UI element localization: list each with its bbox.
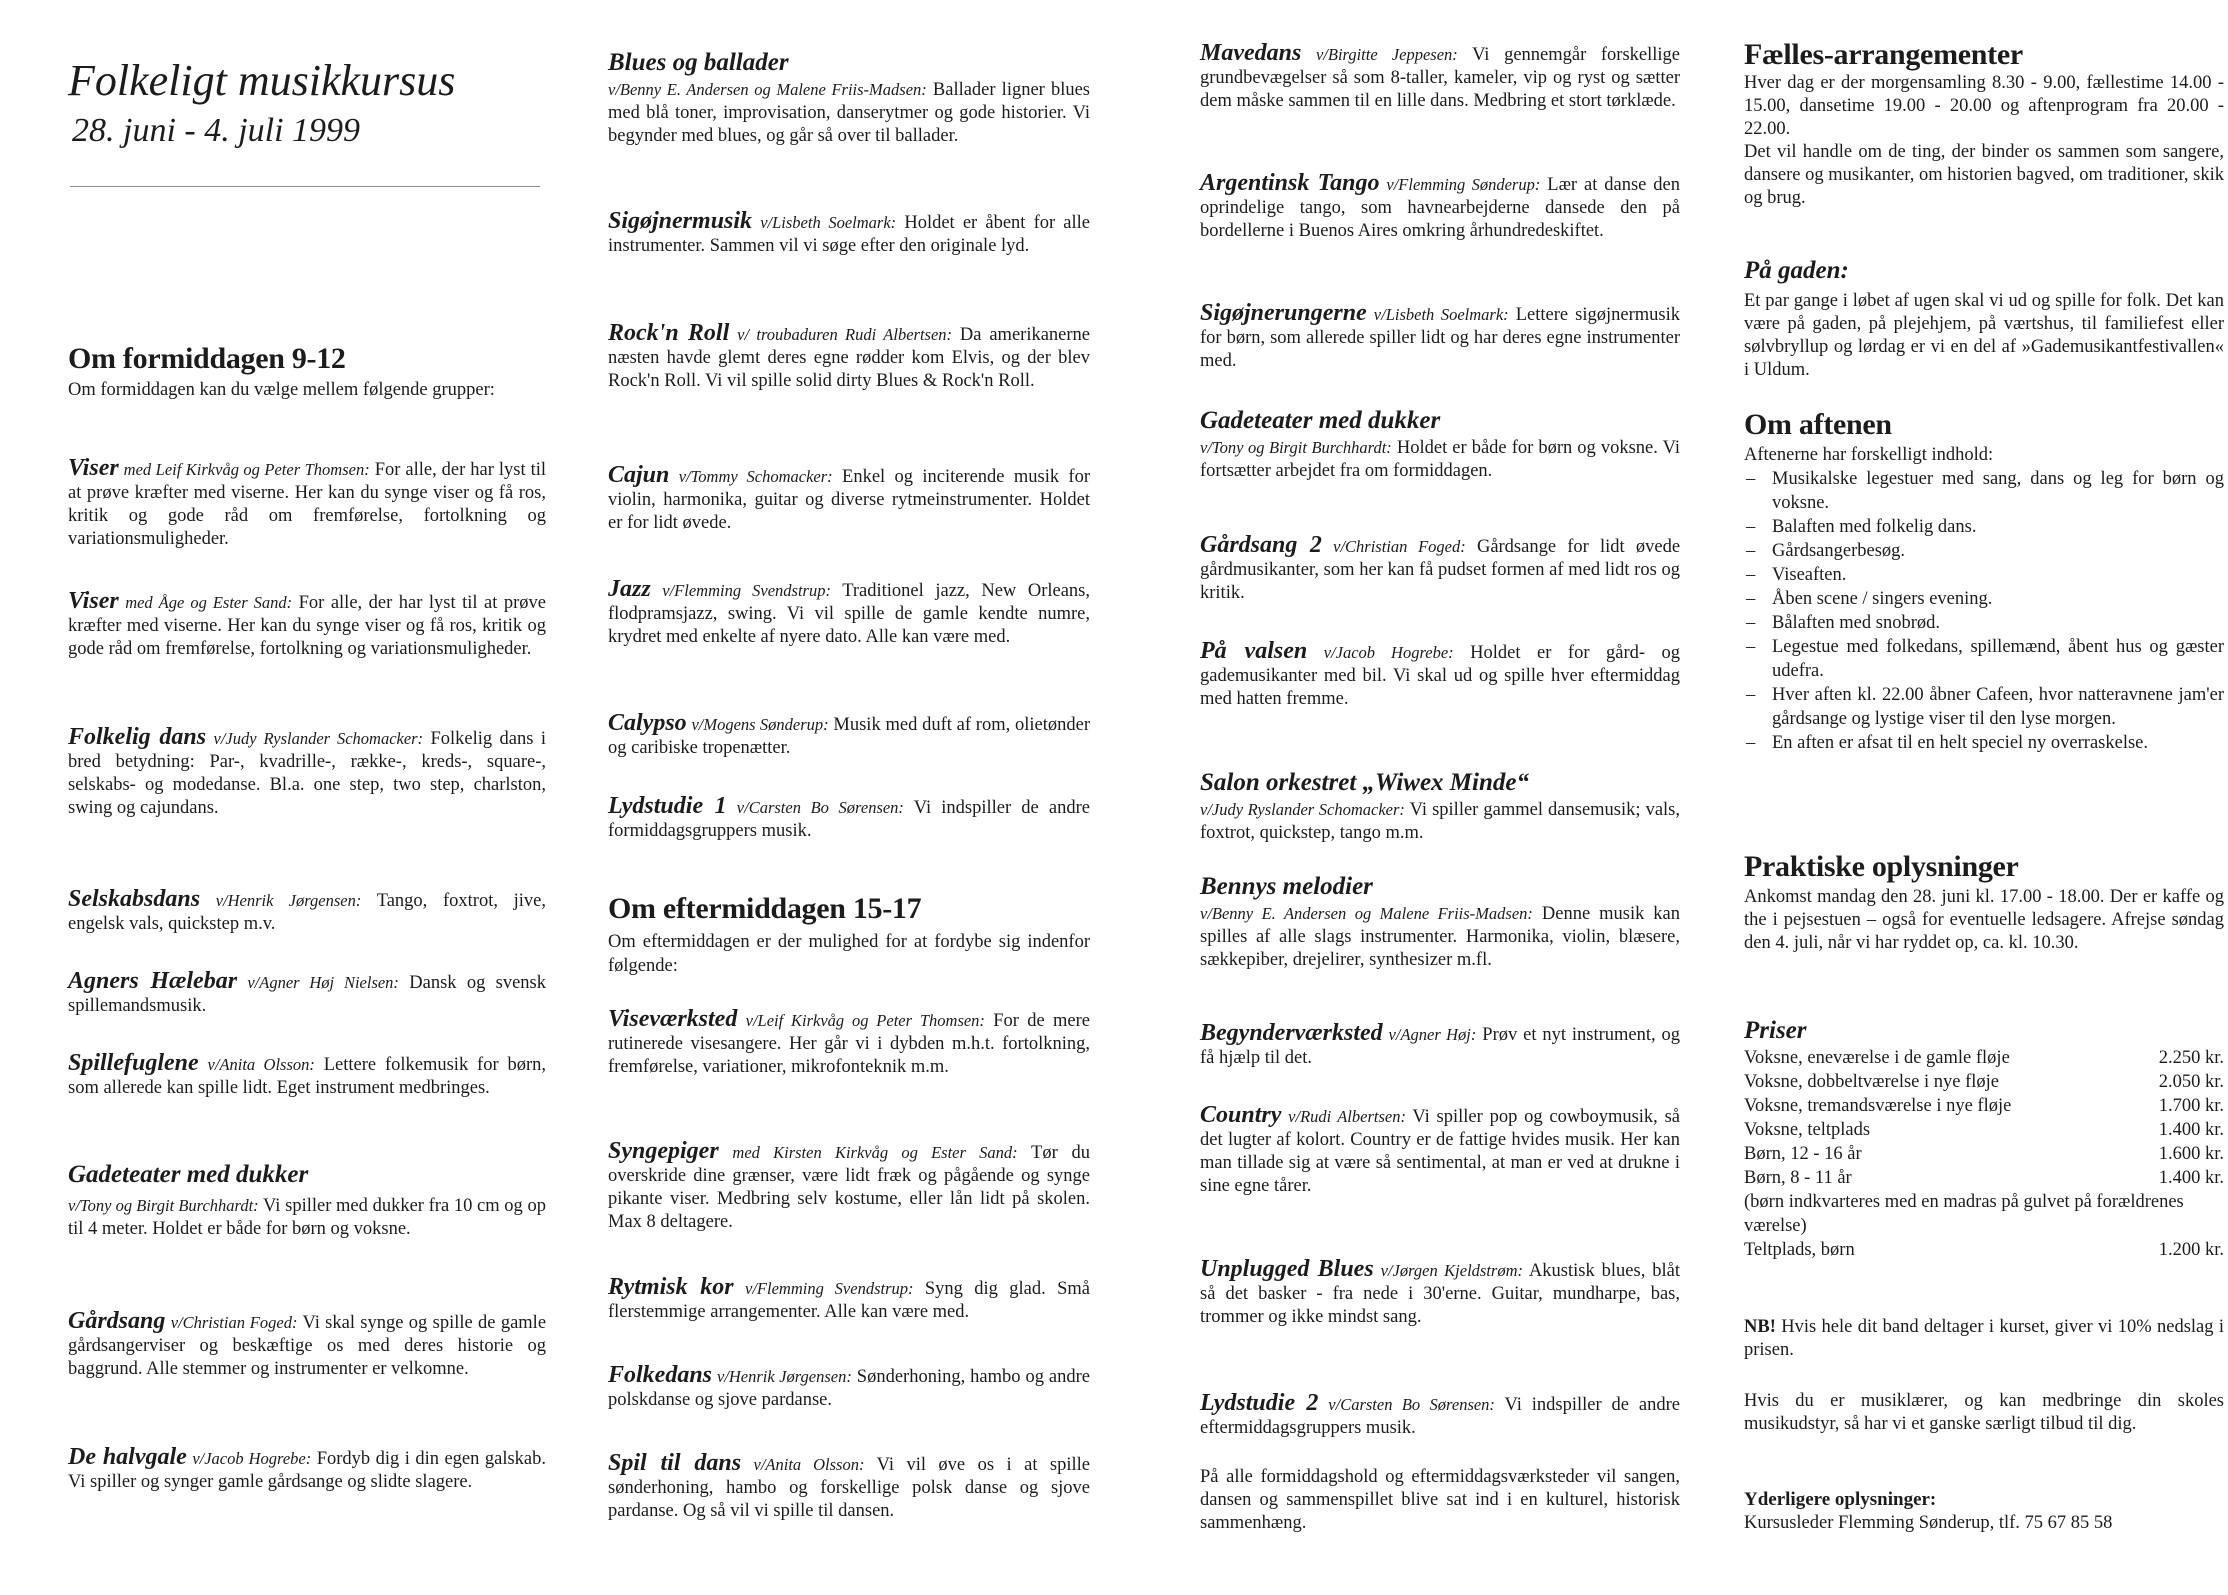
practical-heading: Praktiske oplysninger bbox=[1744, 850, 2019, 883]
group-leader: v/Agner Høj Nielsen: bbox=[247, 973, 399, 992]
group-leader: v/Rudi Albertsen: bbox=[1288, 1107, 1406, 1126]
group-text: Vi indspiller de andre formiddagsgruppers musik. bbox=[608, 798, 1090, 841]
evening-intro: Aftenerne har forskelligt indhold: bbox=[1744, 445, 1994, 465]
group-text: Vi skal synge og spille de gamle gårdsangerviser og beskæftige os med deres historie og baggrund. Alle stemmer og instrumenter er velkomne. bbox=[68, 1313, 547, 1379]
group-name: Viseværksted bbox=[608, 1006, 738, 1032]
price-table bbox=[1744, 1046, 2224, 1262]
group-text: Enkel og inciterende musik for violin, harmonika, guitar og diverse rytmeinstrumenter. Holdet er for lidt øvede. bbox=[608, 467, 1090, 533]
group-agners-haelebar bbox=[68, 970, 546, 1018]
group-paa-valsen bbox=[1200, 640, 1680, 711]
group-text: Lettere folkemusik for børn, som allerede kan spille lidt. Eget instrument medbringes. bbox=[68, 1055, 547, 1098]
group-leader: v/Carsten Bo Sørensen: bbox=[736, 798, 904, 817]
group-rock-n-roll bbox=[608, 322, 1090, 393]
group-text: Syng dig glad. Små flerstemmige arrangementer. Alle kan være med. bbox=[608, 1279, 1090, 1322]
group-leader: v/Christian Foged: bbox=[170, 1313, 298, 1332]
group-text: Holdet er både for børn og voksne. Vi fortsætter arbejdet fra om formiddagen. bbox=[1200, 438, 1681, 481]
closing-paragraph: På alle formiddagshold og eftermiddagsværksteder vil sangen, dansen og sammenspillet blive sat ind i en kulturel, historisk sammenhæng. bbox=[1200, 1467, 1680, 1533]
group-name: Folkedans bbox=[608, 1362, 713, 1388]
group-begyndervaerksted bbox=[1200, 1022, 1680, 1070]
table-row: Voksne, dobbeltværelse i nye fløje 2.050 kr. bbox=[1744, 1072, 2224, 1092]
title-divider bbox=[70, 186, 540, 187]
group-leader: med Kirsten Kirkvåg og Ester Sand: bbox=[732, 1143, 1018, 1162]
morning-intro: Om formiddagen kan du vælge mellem følgende grupper: bbox=[68, 380, 495, 400]
list-item: – Musikalske legestuer med sang, dans og leg for børn og voksne. bbox=[1744, 467, 2224, 515]
group-argentinsk-tango bbox=[1200, 172, 1680, 243]
group-leader: v/Christian Foged: bbox=[1333, 537, 1466, 556]
group-leader: v/Judy Ryslander Schomacker: bbox=[1200, 800, 1405, 819]
group-blues-og-ballader bbox=[608, 48, 1090, 148]
group-text: Da amerikanerne næsten havde glemt deres egne rødder kom Elvis, og der blev Rock'n Roll. Vi vil spille solid dirty Blues & Rock'n Roll. bbox=[608, 325, 1091, 391]
group-name: Gadeteater med dukker bbox=[68, 1161, 309, 1188]
group-leader: v/Lisbeth Soelmark: bbox=[760, 213, 897, 232]
group-selskabsdans bbox=[68, 888, 546, 936]
group-text: Tango, foxtrot, jive, engelsk vals, quickstep m.v. bbox=[68, 891, 547, 934]
group-text: Prøv et nyt instrument, og få hjælp til det. bbox=[1200, 1025, 1681, 1068]
group-name: På valsen bbox=[1200, 638, 1308, 664]
group-name: De halvgale bbox=[68, 1444, 187, 1470]
group-leader: v/Judy Ryslander Schomacker: bbox=[213, 729, 424, 748]
group-leader: v/Tony og Birgit Burchhardt: bbox=[68, 1196, 259, 1215]
group-name: Blues og ballader bbox=[608, 49, 789, 76]
group-leader: v/Jørgen Kjeldstrøm: bbox=[1380, 1261, 1523, 1280]
group-text: Vi vil øve os i at spille sønderhoning, hambo og forskellige polsk danse og sjove pardanse. Og så vil vi spille til dansen. bbox=[608, 1455, 1090, 1521]
group-name: Viser bbox=[68, 455, 119, 481]
group-de-halvgale bbox=[68, 1446, 546, 1494]
group-leader: v/Lisbeth Soelmark: bbox=[1373, 305, 1509, 324]
group-name: Sigøjnermusik bbox=[608, 208, 753, 234]
group-name: Argentinsk Tango bbox=[1200, 170, 1380, 196]
group-text: Musik med duft af rom, olietønder og caribiske tropenætter. bbox=[608, 715, 1091, 758]
group-calypso bbox=[608, 712, 1090, 760]
afternoon-heading: Om eftermiddagen 15-17 bbox=[608, 892, 922, 925]
prices-section bbox=[1744, 1016, 2224, 1262]
group-gadeteater-1 bbox=[68, 1160, 546, 1241]
group-sigoejnerungerne bbox=[1200, 302, 1680, 373]
group-spil-til-dans bbox=[608, 1452, 1090, 1523]
group-cajun bbox=[608, 464, 1090, 535]
group-leader: v/Jacob Hogrebe: bbox=[192, 1449, 312, 1468]
group-jazz bbox=[608, 578, 1090, 649]
group-leader: v/Benny E. Andersen og Malene Friis-Madsen: bbox=[608, 80, 927, 99]
group-text: Ballader ligner blues med blå toner, improvisation, danserytmer og gode historier. Vi begynder med blues, og går så over til ballader. bbox=[608, 80, 1090, 146]
group-rytmisk-kor bbox=[608, 1276, 1090, 1324]
group-name: Gårdsang bbox=[68, 1308, 166, 1334]
group-name: Jazz bbox=[608, 576, 651, 602]
group-leader: v/Carsten Bo Sørensen: bbox=[1328, 1395, 1495, 1414]
course-dates: 28. juni - 4. juli 1999 bbox=[72, 112, 361, 149]
afternoon-intro: Om eftermiddagen er der mulighed for at fordybe sig indenfor følgende: bbox=[608, 932, 1090, 976]
group-leader: med Åge og Ester Sand: bbox=[125, 593, 293, 612]
group-lydstudie-2 bbox=[1200, 1392, 1680, 1440]
list-item: – Legestue med folkedans, spillemænd, åbent hus og gæster udefra. bbox=[1744, 635, 2224, 683]
group-leader: v/Flemming Sønderup: bbox=[1386, 175, 1541, 194]
list-item: – Balaften med folkelig dans. bbox=[1744, 515, 2224, 539]
group-name: Lydstudie 1 bbox=[608, 793, 727, 819]
group-text: Denne musik kan spilles af alle slags instrumenter. Harmonika, violin, blæsere, sækkepiber, drejelirer, synthesizer m.fl. bbox=[1200, 904, 1681, 970]
group-leader: v/Tommy Schomacker: bbox=[678, 467, 833, 486]
list-item: – Åben scene / singers evening. bbox=[1744, 587, 2224, 611]
morning-heading: Om formiddagen 9-12 bbox=[68, 342, 346, 375]
group-leader: v/Henrik Jørgensen: bbox=[215, 891, 362, 910]
group-leader: v/Benny E. Andersen og Malene Friis-Madsen: bbox=[1200, 904, 1533, 923]
group-text: Traditionel jazz, New Orleans, flodpramsjazz, swing. Vi vil spille de gamle kendte numre, krydret med enkelte af nyere dato. Alle kan være med. bbox=[608, 581, 1090, 647]
group-country bbox=[1200, 1104, 1680, 1198]
group-name: Sigøjnerungerne bbox=[1200, 300, 1367, 326]
nb-note bbox=[1744, 1316, 2224, 1362]
group-text: Holdet er åbent for alle instrumenter. Sammen vil vi søge efter den originale lyd. bbox=[608, 213, 1091, 256]
street-text: Et par gange i løbet af ugen skal vi ud og spille for folk. Det kan være på gaden, på plejehjem, på værtshus, til familiefest eller sølvbryllup og lørdag er vi en del af »Gademusikantfestivallen« i Uldum. bbox=[1744, 291, 2224, 380]
group-sigoejnermusik bbox=[608, 210, 1090, 258]
evening-heading: Om aftenen bbox=[1744, 408, 1892, 441]
group-name: Rytmisk kor bbox=[608, 1274, 734, 1300]
group-leader: v/Flemming Svendstrup: bbox=[662, 581, 831, 600]
group-text: Tør du overskride dine grænser, være lidt fræk og pågående og synge pikante viser. Medbring selv kostume, eller lån lidt på skolen. Max 8 deltagere. bbox=[608, 1143, 1090, 1232]
list-item: – Viseaften. bbox=[1744, 563, 2224, 587]
group-name: Viser bbox=[68, 588, 119, 614]
group-lydstudie-1 bbox=[608, 795, 1090, 843]
group-name: Rock'n Roll bbox=[608, 320, 730, 346]
group-leader: v/Leif Kirkvåg og Peter Thomsen: bbox=[745, 1011, 985, 1030]
street-heading: På gaden: bbox=[1744, 257, 1849, 284]
evening-section bbox=[1744, 444, 2224, 755]
group-leader: med Leif Kirkvåg og Peter Thomsen: bbox=[123, 460, 370, 479]
group-gaardsang-2 bbox=[1200, 534, 1680, 605]
table-row: Voksne, tremandsværelse i nye fløje 1.700 kr. bbox=[1744, 1096, 2224, 1116]
group-unplugged-blues bbox=[1200, 1258, 1680, 1329]
group-text: Gårdsange for lidt øvede gårdmusikanter, som her kan få pudset formen af med lidt ros og kritik. bbox=[1200, 537, 1681, 603]
group-name: Spil til dans bbox=[608, 1450, 742, 1476]
group-text: Sønderhoning, hambo og andre polskdanse og sjove pardanse. bbox=[608, 1367, 1091, 1410]
contact-section bbox=[1744, 1488, 2224, 1535]
list-item: – Gårdsangerbesøg. bbox=[1744, 539, 2224, 563]
teacher-offer: Hvis du er musiklærer, og kan medbringe din skoles musikudstyr, så har vi et ganske særligt tilbud til dig. bbox=[1744, 1391, 2224, 1434]
group-text: For alle, der har lyst til at prøve kræfter med viserne. Her kan du synge viser og få ros, kritik og gode råd om fremførelse, fortolkning og variationsmuligheder. bbox=[68, 460, 547, 549]
group-mavedans bbox=[1200, 42, 1680, 113]
nb-text: Hvis hele dit band deltager i kurset, giver vi 10% nedslag i prisen. bbox=[1744, 1317, 2224, 1360]
group-name: Bennys melodier bbox=[1200, 873, 1373, 900]
nb-label: NB! bbox=[1744, 1317, 1776, 1337]
group-text: Dansk og svensk spillemandsmusik. bbox=[68, 973, 546, 1016]
group-text: Holdet er for gård- og gademusikanter med bil. Vi skal ud og spille hver eftermiddag med hatten fremme. bbox=[1200, 643, 1681, 709]
group-leader: v/Jacob Hogrebe: bbox=[1323, 643, 1454, 662]
group-name: Spillefuglene bbox=[68, 1050, 199, 1076]
table-row: (børn indkvarteres med en madras på gulvet på forældrenes værelse) bbox=[1744, 1192, 2184, 1236]
group-leader: v/Birgitte Jeppesen: bbox=[1315, 45, 1458, 64]
group-name: Calypso bbox=[608, 710, 687, 736]
group-text: Vi gennemgår forskellige grundbevægelser så som 8-taller, kameler, vip og ryst og sætter dem måske sammen til en lille dans. Medbring et stort tørklæde. bbox=[1200, 45, 1680, 111]
group-leader: v/Anita Olsson: bbox=[207, 1055, 315, 1074]
group-leader: v/Agner Høj: bbox=[1388, 1025, 1477, 1044]
table-row: Børn, 12 - 16 år 1.600 kr. bbox=[1744, 1144, 2224, 1164]
group-text: Vi spiller gammel dansemusik; vals, foxtrot, quickstep, tango m.m. bbox=[1200, 800, 1681, 843]
group-leader: v/Henrik Jørgensen: bbox=[716, 1367, 852, 1386]
group-gaardsang-1 bbox=[68, 1310, 546, 1381]
group-name: Selskabsdans bbox=[68, 886, 201, 912]
group-leader: v/ troubaduren Rudi Albertsen: bbox=[737, 325, 953, 344]
group-text: Vi indspiller de andre eftermiddagsgruppers musik. bbox=[1200, 1395, 1680, 1438]
group-name: Mavedans bbox=[1200, 40, 1302, 66]
group-name: Salon orkestret „Wiwex Minde“ bbox=[1200, 769, 1529, 796]
group-spillefuglene bbox=[68, 1052, 546, 1100]
table-row: Voksne, eneværelse i de gamle fløje 2.250 kr. bbox=[1744, 1048, 2224, 1068]
contact-heading: Yderligere oplysninger: bbox=[1744, 1489, 1937, 1510]
group-text: For alle, der har lyst til at prøve kræfter med viserne. Her kan du synge viser og få ros, kritik og gode råd om fremførelse, fortolkning og variationsmuligheder. bbox=[68, 593, 546, 659]
table-row: Børn, 8 - 11 år 1.400 kr. bbox=[1744, 1168, 2224, 1188]
group-name: Unplugged Blues bbox=[1200, 1256, 1374, 1282]
group-viser-2 bbox=[68, 590, 546, 661]
group-folkelig-dans bbox=[68, 726, 546, 820]
group-text: Vi spiller med dukker fra 10 cm og op til 4 meter. Holdet er både for børn og voksne. bbox=[68, 1196, 546, 1239]
group-name: Syngepiger bbox=[608, 1138, 719, 1164]
group-leader: v/Tony og Birgit Burchhardt: bbox=[1200, 438, 1392, 457]
group-name: Gårdsang 2 bbox=[1200, 532, 1322, 558]
group-visevaerksted bbox=[608, 1008, 1090, 1079]
street-section bbox=[1744, 256, 2224, 382]
list-item: – Bålaften med snobrød. bbox=[1744, 611, 2224, 635]
group-gadeteater-2 bbox=[1200, 406, 1680, 483]
contact-text: Kursusleder Flemming Sønderup, tlf. 75 67 85 58 bbox=[1744, 1513, 2113, 1533]
evening-list bbox=[1744, 467, 2224, 755]
group-text: Fordyb dig i din egen galskab. Vi spiller og synger gamle gårdsange og slidte slagere. bbox=[68, 1449, 547, 1492]
group-folkedans bbox=[608, 1364, 1090, 1412]
group-leader: v/Anita Olsson: bbox=[753, 1455, 865, 1474]
joint-text: Hver dag er der morgensamling 8.30 - 9.00, fællestime 14.00 - 15.00, dansetime 19.00 - 20.00 og aftenprogram fra 20.00 - 22.00. Det vil handle om de ting, der binder os sammen som sangere, dansere og musikanter, om historien bagved, om traditioner, skik og brug. bbox=[1744, 73, 2224, 208]
joint-heading: Fælles-arrangementer bbox=[1744, 38, 2023, 71]
group-leader: v/Flemming Svendstrup: bbox=[745, 1279, 914, 1298]
group-text: Vi spiller pop og cowboymusik, så det lugter af kolort. Country er de fattige hvides musik. Her kan man tillade sig at være så sentimental, at man er ved at drukne i sine egne tårer. bbox=[1200, 1107, 1680, 1196]
group-text: Lettere sigøjnermusik for børn, som allerede spiller lidt og har deres egne instrumenter med. bbox=[1200, 305, 1680, 371]
group-text: Lær at danse den oprindelige tango, som havnearbejderne dansede den på bordellerne i Buenos Aires omkring århundredeskiftet. bbox=[1200, 175, 1680, 241]
table-row: Teltplads, børn 1.200 kr. bbox=[1744, 1240, 2224, 1260]
group-name: Country bbox=[1200, 1102, 1282, 1128]
group-viser-1 bbox=[68, 457, 546, 551]
group-bennys-melodier bbox=[1200, 872, 1680, 972]
page-title: Folkeligt musikkursus bbox=[68, 56, 456, 105]
table-row: Voksne, teltplads 1.400 kr. bbox=[1744, 1120, 2224, 1140]
group-text: For de mere rutinerede visesangere. Her går vi i dybden m.h.t. fortolkning, fremførelse, variationer, mikrofonteknik m.m. bbox=[608, 1011, 1091, 1077]
group-name: Folkelig dans bbox=[68, 724, 207, 750]
group-salon-orkestret bbox=[1200, 768, 1680, 845]
group-text: Akustisk blues, blåt så det basker - fra nede i 30'erne. Guitar, mundharpe, bas, trommer og ikke mindst sang. bbox=[1200, 1261, 1680, 1327]
group-name: Gadeteater med dukker bbox=[1200, 407, 1441, 434]
prices-heading: Priser bbox=[1744, 1017, 1807, 1044]
list-item: – En aften er afsat til en helt speciel ny overraskelse. bbox=[1744, 731, 2224, 755]
group-syngepiger bbox=[608, 1140, 1090, 1234]
group-text: Folkelig dans i bred betydning: Par-, kvadrille-, række-, kreds-, square-, selskabs- og modedanse. Bl.a. one step, two step, charlston, swing og cajundans. bbox=[68, 729, 546, 818]
group-leader: v/Mogens Sønderup: bbox=[691, 715, 829, 734]
group-name: Begynderværksted bbox=[1200, 1020, 1383, 1046]
practical-text: Ankomst mandag den 28. juni kl. 17.00 - 18.00. Der er kaffe og the i pejsestuen – også for eventuelle ledsagere. Afrejse søndag den 4. juli, når vi har ryddet op, ca. kl. 10.30. bbox=[1744, 887, 2224, 953]
list-item: – Hver aften kl. 22.00 åbner Cafeen, hvor natteravnene jam'er gårdsange og lystige viser til den lyse morgen. bbox=[1744, 683, 2224, 731]
group-name: Agners Hælebar bbox=[68, 968, 238, 994]
group-name: Lydstudie 2 bbox=[1200, 1390, 1319, 1416]
group-name: Cajun bbox=[608, 462, 670, 488]
